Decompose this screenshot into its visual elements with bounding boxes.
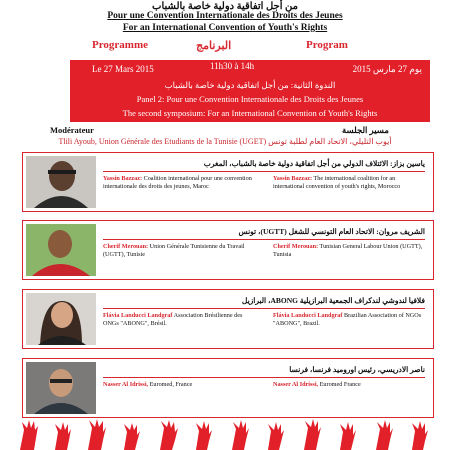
session-title-ar: الندوة الثانية: من أجل اتفاقية دولية خاصة بالشباب [164,80,336,90]
card-divider [103,308,425,309]
speaker-card [22,152,434,212]
speaker-name: Yassin Bazzaz: [273,175,313,182]
speaker-name: Nasser Al Idrissi, [273,381,319,388]
speaker-french-text [103,175,253,191]
speaker-name: Cherif Merouan: [103,243,149,250]
session-banner [70,60,430,122]
programme-label-en: Program [306,39,348,51]
speaker-name: Flávia Landucci Landgraf [103,312,173,319]
speaker-affiliation-fr: Coalition international pour une convention internationale des droits des jeunes, Maroc [103,175,252,190]
programme-label-ar: البرنامج [196,40,232,52]
speaker-english-text [273,381,427,389]
moderator-name: Tlili Ayoub, Union Générale des Etudiants de la Tunisie (UGET) أيوب التليلي، الاتحاد العام لطلبة تونس [58,137,392,146]
speaker-french-text [103,381,253,389]
moderator-label-ar: مسير الجلسة [342,125,389,135]
session-date-ar: يوم 27 مارس 2015 [352,64,422,74]
speaker-arabic-line: الشريف مروان: الاتحاد العام التونسي للشغل (UGTT)، تونس [238,227,425,236]
speaker-name: Cherif Merouan: [273,243,319,250]
speaker-affiliation-en: Tunisian General Labour Union (UGTT), Tunisia [273,243,423,258]
speaker-arabic-line: ياسين بزاز: الائتلاف الدولي من أجل اتفاقية دولية خاصة بالشباب، المغرب [203,159,425,168]
speaker-card [22,289,434,349]
speaker-card [22,358,434,418]
speaker-affiliation-en: The international coalition for an international convention of youth's rights, Morocco [273,175,401,190]
title-english: For an International Convention of Youth's Rights [122,23,328,33]
session-time: 11h30 à 14h [210,61,255,71]
session-date-fr: Le 27 Mars 2015 [92,64,154,74]
speaker-affiliation-fr: Association Brésilienne des ONGs "ABONG", Brésil. [103,312,243,327]
session-title-en: The second symposium: For an International Convention of Youth's Rights [122,108,378,118]
programme-label-fr: Programme [92,39,148,51]
speaker-photo [26,224,96,276]
raised-hands-decoration [0,418,450,450]
card-divider [103,239,425,240]
title-arabic: من أجل اتفاقية دولية خاصة بالشباب [152,1,298,12]
speaker-name: Flávia Landucci Landgraf [273,312,343,319]
speaker-name: Yassin Bazzaz: [103,175,143,182]
card-divider [103,171,425,172]
speaker-affiliation-en: Brazilian Association of NGOs "ABONG", Brazil. [273,312,422,327]
speaker-english-text [273,243,427,259]
speaker-french-text [103,243,253,259]
speaker-name: Nasser Al Idrissi, [103,381,149,388]
speaker-photo [26,362,96,414]
speaker-photo [26,293,96,345]
speaker-affiliation-en: Euromed France [319,381,361,388]
speaker-arabic-line: ناصر الادريسي، رئيس اوروميد فرنسا، فرنسا [289,365,425,374]
speaker-english-text [273,312,427,328]
card-divider [103,377,425,378]
programme-row [0,39,450,53]
session-title-fr: Panel 2: Pour une Convention Internationale des Droits des Jeunes [136,94,364,104]
title-french: Pour une Convention Internationale des Droits des Jeunes [107,11,343,21]
speaker-affiliation-fr: Euromed, France [149,381,193,388]
moderator-label-fr: Modérateur [50,125,94,135]
speaker-card [22,220,434,280]
speaker-english-text [273,175,427,191]
speaker-arabic-line: فلافيا لندوشي لندكراف الجمعية البرازيلية ABONG، البرازيل [241,296,425,305]
speaker-photo [26,156,96,208]
speaker-affiliation-fr: Union Générale Tunisienne du Travail (UGTT), Tunisie [103,243,245,258]
speaker-french-text [103,312,253,328]
